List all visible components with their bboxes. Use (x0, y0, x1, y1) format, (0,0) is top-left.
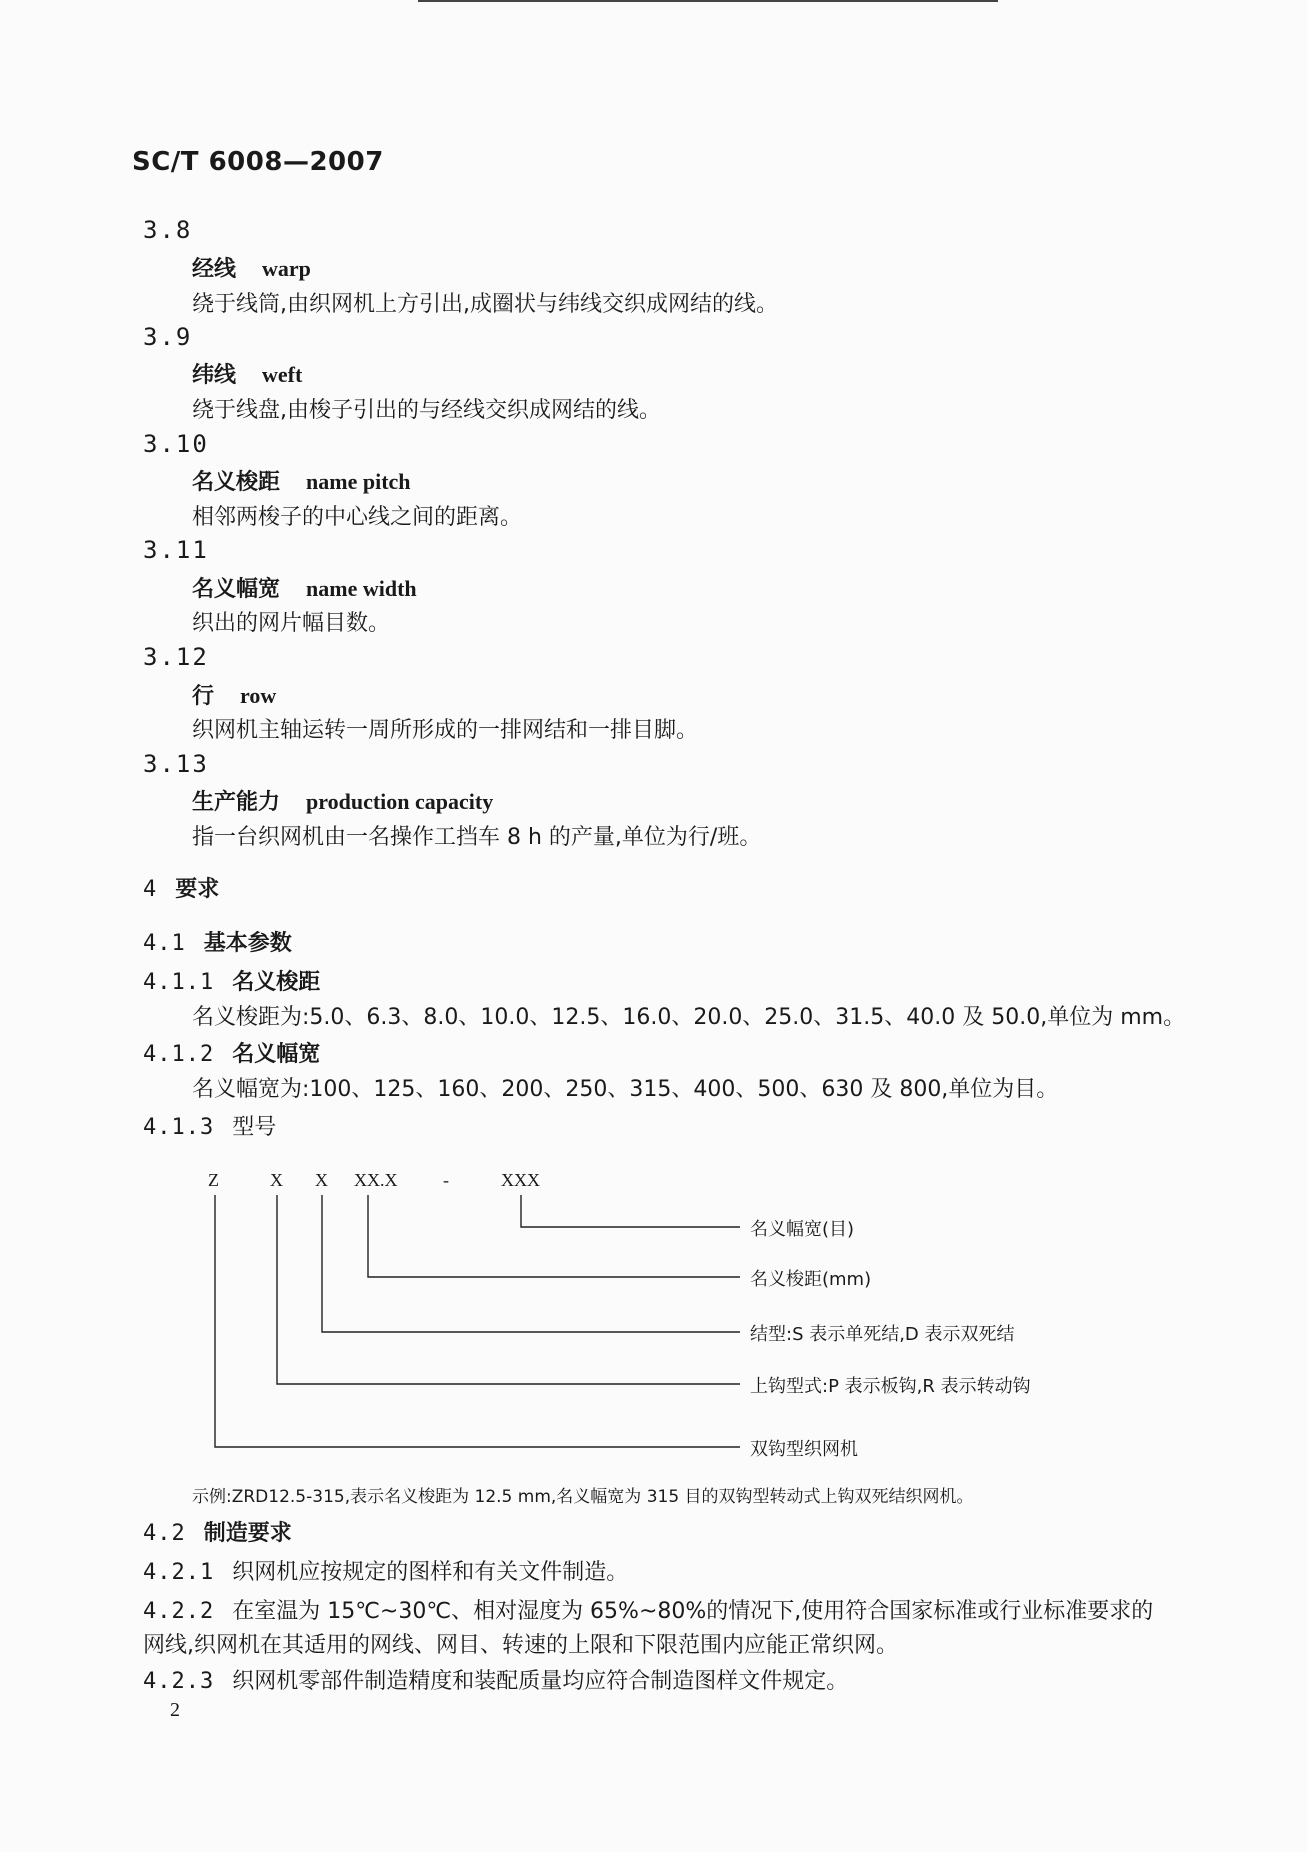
section-heading (143, 872, 219, 903)
clause-number: 3.10 (143, 430, 209, 458)
term-en: name width (306, 576, 417, 601)
clause-paragraph (143, 1555, 628, 1586)
clause-number: 3.12 (143, 643, 209, 671)
term-heading (192, 358, 302, 389)
section-heading (143, 965, 320, 996)
term-definition: 织网机主轴运转一周所形成的一排网结和一排目脚。 (192, 718, 699, 743)
section-number: 4.2.2 (143, 1599, 215, 1624)
term-definition: 相邻两梭子的中心线之间的距离。 (192, 505, 523, 530)
section-title: 名义梭距 (232, 970, 321, 995)
clause-number: 3.8 (143, 216, 193, 244)
term-en: row (240, 683, 277, 708)
clause-number: 3.13 (143, 750, 209, 778)
term-cn: 名义梭距 (192, 470, 281, 495)
clause-paragraph (143, 1594, 1153, 1625)
section-number: 4.1.2 (143, 1042, 215, 1067)
section-heading (143, 1516, 292, 1547)
leader-line-pitch (368, 1195, 740, 1277)
term-cn: 名义幅宽 (192, 577, 281, 602)
term-en: production capacity (306, 789, 494, 814)
term-cn: 纬线 (192, 363, 237, 388)
top-rule (418, 0, 998, 2)
leader-line-x2 (322, 1195, 740, 1332)
label-machine-type: 双钩型织网机 (750, 1439, 858, 1460)
term-heading (192, 465, 411, 496)
section-number: 4.2.3 (143, 1669, 215, 1694)
term-heading (192, 572, 417, 603)
section-number: 4.1.3 (143, 1115, 215, 1140)
label-knot-type: 结型:S 表示单死结,D 表示双死结 (750, 1324, 1015, 1345)
section-heading (143, 1110, 276, 1141)
section-number: 4.2 (143, 1521, 186, 1546)
clause-number: 3.9 (143, 323, 193, 351)
code-x2: X (315, 1170, 328, 1190)
term-heading (192, 679, 276, 710)
term-heading (192, 252, 311, 283)
term-definition: 织出的网片幅目数。 (192, 611, 391, 636)
section-title: 要求 (175, 877, 220, 902)
label-hook-type: 上钩型式:P 表示板钩,R 表示转动钩 (750, 1376, 1031, 1397)
term-cn: 生产能力 (192, 790, 281, 815)
section-heading (143, 926, 292, 957)
clause-text: 在室温为 15℃~30℃、相对湿度为 65%~80%的情况下,使用符合国家标准或行业标准要求的 (232, 1599, 1154, 1624)
term-en: warp (262, 256, 311, 281)
clause-text: 织网机零部件制造精度和装配质量均应符合制造图样文件规定。 (232, 1669, 849, 1694)
label-name-width: 名义幅宽(目) (750, 1219, 855, 1240)
clause-paragraph (143, 1664, 848, 1695)
section-heading (143, 1037, 320, 1068)
section-title: 制造要求 (203, 1521, 292, 1546)
clause-number: 3.11 (143, 536, 209, 564)
model-code-diagram (190, 1165, 1120, 1475)
paragraph: 名义梭距为:5.0、6.3、8.0、10.0、12.5、16.0、20.0、25.0、31.5、40.0 及 50.0,单位为 mm。 (192, 1005, 1186, 1030)
leader-line-x1 (277, 1195, 740, 1384)
term-cn: 经线 (192, 257, 237, 282)
code-x1: X (270, 1170, 283, 1190)
term-definition: 绕于线盘,由梭子引出的与经线交织成网结的线。 (192, 398, 661, 423)
term-en: name pitch (306, 469, 411, 494)
section-number: 4.2.1 (143, 1560, 215, 1585)
page-number: 2 (170, 1699, 180, 1721)
section-number: 4 (143, 877, 158, 902)
leader-line-z (215, 1195, 740, 1447)
code-z: Z (208, 1170, 219, 1190)
code-pitch: XX.X (354, 1170, 398, 1190)
term-cn: 行 (192, 684, 215, 709)
code-width: XXX (501, 1170, 540, 1190)
term-definition: 绕于线筒,由织网机上方引出,成圈状与纬线交织成网结的线。 (192, 292, 778, 317)
code-dash: - (443, 1170, 449, 1190)
section-title: 基本参数 (203, 931, 292, 956)
leader-line-width (521, 1195, 740, 1227)
paragraph: 名义幅宽为:100、125、160、200、250、315、400、500、630 及 800,单位为目。 (192, 1077, 1059, 1102)
clause-text-continued: 网线,织网机在其适用的网线、网目、转速的上限和下限范围内应能正常织网。 (143, 1633, 898, 1658)
standard-code: SC/T 6008—2007 (132, 147, 384, 177)
section-number: 4.1.1 (143, 970, 215, 995)
example-note: 示例:ZRD12.5-315,表示名义梭距为 12.5 mm,名义幅宽为 315 目的双钩型转动式上钩双死结织网机。 (192, 1487, 974, 1507)
clause-text: 织网机应按规定的图样和有关文件制造。 (232, 1560, 629, 1585)
section-title: 名义幅宽 (232, 1042, 321, 1067)
section-number: 4.1 (143, 931, 186, 956)
term-definition: 指一台织网机由一名操作工挡车 8 h 的产量,单位为行/班。 (192, 825, 762, 850)
label-name-pitch: 名义梭距(mm) (750, 1269, 872, 1290)
section-title: 型号 (232, 1115, 277, 1140)
term-heading (192, 785, 493, 816)
term-en: weft (262, 362, 303, 387)
